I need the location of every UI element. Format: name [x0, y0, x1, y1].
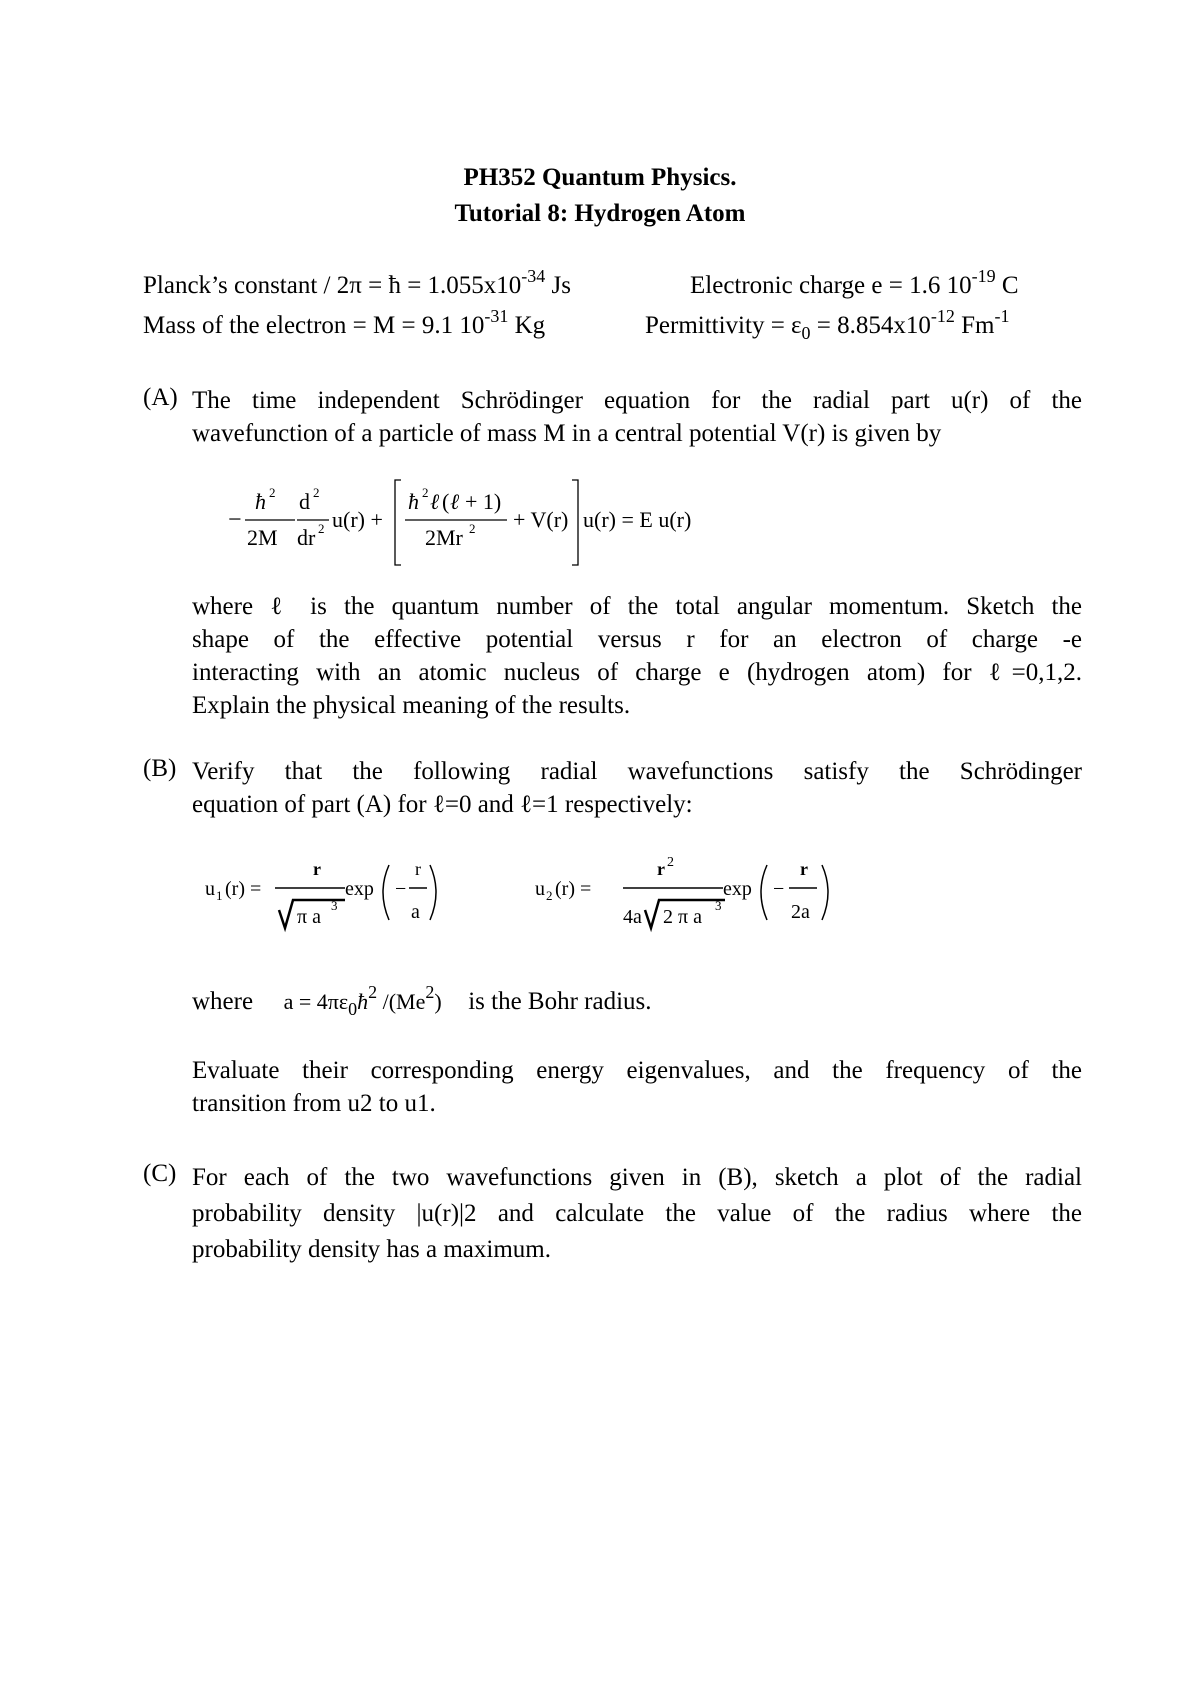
part-b-evaluate: Evaluate their corresponding energy eigenvalues, and the frequency of the transition from u2 to u1.	[192, 1057, 1082, 1117]
svg-text:ℓ: ℓ	[450, 489, 460, 514]
part-a-intro: The time independent Schrödinger equation for the radial part u(r) of the wavefunction of a particle of mass M in a central potential V(r) is given by	[192, 387, 1082, 447]
svg-text:−: −	[395, 878, 407, 900]
svg-text:2M: 2M	[247, 525, 278, 550]
svg-text:dr: dr	[297, 525, 316, 550]
part-b-intro: Verify that the following radial wavefunctions satisfy the Schrödinger equation of part (A) for ℓ=0 and ℓ=1 respectively:	[192, 758, 1082, 818]
svg-text:2: 2	[269, 485, 276, 500]
radial-wavefunctions	[205, 850, 865, 945]
svg-text:+ 1): + 1)	[465, 489, 502, 514]
svg-text:exp: exp	[345, 878, 374, 900]
svg-text:−: −	[773, 878, 785, 900]
wavefunction-u1	[205, 859, 436, 928]
radial-schrodinger-equation	[225, 475, 745, 570]
svg-text:d: d	[299, 489, 310, 514]
svg-text:exp: exp	[723, 878, 752, 900]
svg-text:(: (	[442, 489, 450, 514]
svg-text:r: r	[415, 859, 421, 879]
svg-text:4a: 4a	[623, 906, 642, 928]
svg-text:u(r) +: u(r) +	[332, 507, 383, 532]
svg-text:r: r	[800, 859, 808, 879]
svg-text:2: 2	[318, 521, 325, 536]
svg-text:2: 2	[546, 888, 553, 903]
tutorial-title: Tutorial 8: Hydrogen Atom	[454, 200, 746, 227]
svg-text:1: 1	[216, 888, 223, 903]
svg-text:ℓ: ℓ	[430, 489, 440, 514]
svg-text:2Mr: 2Mr	[425, 525, 463, 550]
part-a-label: (A)	[143, 384, 178, 411]
svg-text:π a: π a	[297, 906, 321, 928]
svg-text:2: 2	[469, 521, 476, 536]
svg-text:u: u	[205, 878, 215, 900]
svg-text:ħ: ħ	[408, 489, 419, 514]
svg-text:2: 2	[667, 855, 674, 870]
electron-mass: Mass of the electron = M = 9.1 $10^{-31}$ Kg	[143, 306, 546, 339]
part-c-label: (C)	[143, 1160, 177, 1187]
svg-text:ħ: ħ	[255, 489, 266, 514]
svg-text:u(r) = E u(r): u(r) = E u(r)	[583, 507, 692, 532]
svg-text:r: r	[313, 859, 321, 879]
planck-constant: Planck’s constant / 2π = ħ = $1.055x10^{-34}$ Js	[143, 266, 572, 299]
svg-text:a: a	[411, 901, 420, 923]
part-a-question: where ℓ is the quantum number of the total angular momentum. Sketch the shape of the effective potential versus r for an electron of charge -e interacting with an atomic nucleus of charge e (hydrogen atom) for ℓ=0,1,2. Explain the physical meaning of the results.	[192, 593, 1082, 719]
electronic-charge: Electronic charge e = 1.6 $10^{-19}$ C	[690, 266, 1019, 299]
svg-text:+ V(r): + V(r)	[513, 507, 569, 532]
svg-text:2a: 2a	[791, 901, 810, 923]
permittivity: Permittivity = $\varepsilon_0 = 8.854x10^{-12}$ $Fm^{-1}$	[645, 306, 1010, 343]
svg-text:2: 2	[313, 485, 320, 500]
svg-text:2 π a: 2 π a	[663, 906, 702, 928]
bohr-radius-line: where $a = 4\pi\varepsilon_0ħ^2$ /(Me$^2$) is the Bohr radius.	[192, 982, 652, 1019]
svg-text:(r) =: (r) =	[555, 878, 592, 900]
svg-text:3: 3	[331, 898, 338, 913]
course-title: PH352 Quantum Physics.	[463, 164, 737, 191]
part-c-question: For each of the two wavefunctions given in (B), sketch a plot of the radial probability density |u(r)|2 and calculate the value of the radius where the probability density has a maximum.	[192, 1164, 1082, 1263]
part-b-label: (B)	[143, 755, 177, 782]
svg-text:r: r	[657, 859, 665, 879]
wavefunction-u2	[535, 855, 828, 928]
svg-text:3: 3	[715, 898, 722, 913]
svg-text:2: 2	[422, 485, 429, 500]
svg-text:u: u	[535, 878, 545, 900]
svg-text:(r) =: (r) =	[225, 878, 262, 900]
svg-text:−: −	[228, 507, 242, 533]
